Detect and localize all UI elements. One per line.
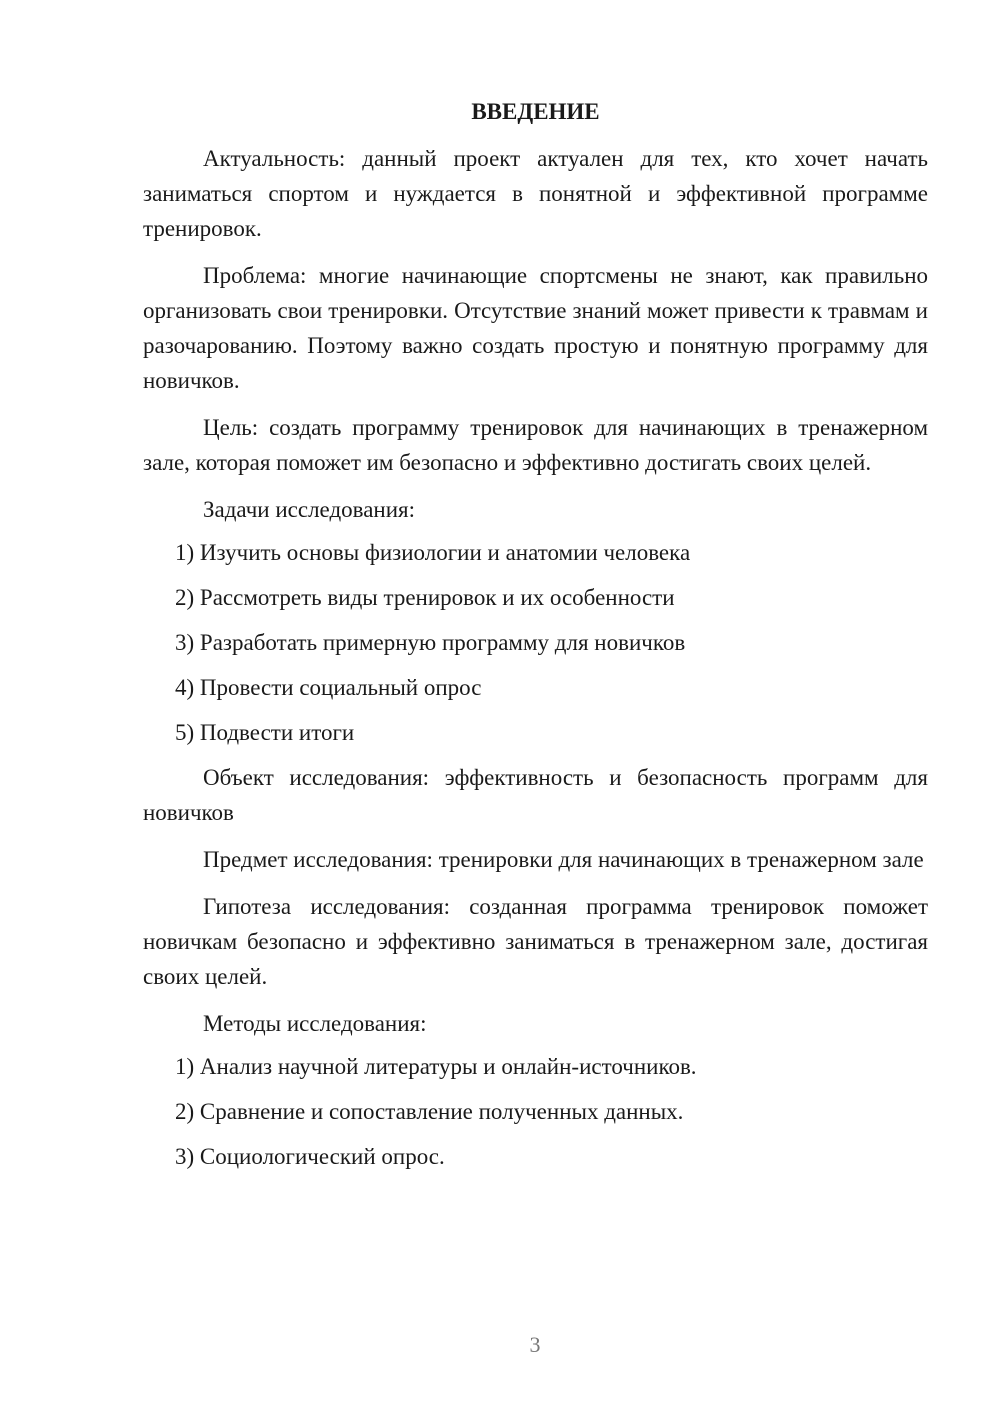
- paragraph-object: Объект исследования: эффективность и безопасность программ для новичков: [143, 765, 928, 825]
- paragraph-subject: Предмет исследования: тренировки для начинающих в тренажерном зале: [203, 847, 924, 872]
- paragraph-goal: Цель: создать программу тренировок для начинающих в тренажерном зале, которая поможет им безопасно и эффективно достигать своих целей.: [143, 415, 928, 475]
- list-item: 1) Анализ научной литературы и онлайн-источников.: [175, 1054, 697, 1079]
- tasks-list: [143, 535, 928, 750]
- section-heading: ВВЕДЕНИЕ: [471, 99, 600, 124]
- methods-list: [143, 1049, 928, 1174]
- paragraph-tasks-intro: Задачи исследования:: [203, 497, 416, 522]
- list-item: 2) Сравнение и сопоставление полученных данных.: [175, 1099, 684, 1124]
- paragraph-problem: Проблема: многие начинающие спортсмены не знают, как правильно организовать свои тренировки. Отсутствие знаний может привести к травмам и разочарованию. Поэтому важно создать простую и понятную программу для новичков.: [143, 263, 928, 393]
- list-item: 3) Социологический опрос.: [175, 1144, 445, 1169]
- page-content: [143, 94, 928, 1184]
- list-item: 4) Провести социальный опрос: [175, 675, 482, 700]
- paragraph-methods-intro: Методы исследования:: [203, 1011, 427, 1036]
- list-item: 5) Подвести итоги: [175, 720, 355, 745]
- list-item: 3) Разработать примерную программу для новичков: [175, 630, 686, 655]
- paragraph-relevance: Актуальность: данный проект актуален для тех, кто хочет начать заниматься спортом и нуждается в понятной и эффективной программе тренировок.: [143, 146, 928, 241]
- page-number: 3: [529, 1332, 541, 1357]
- list-item: 2) Рассмотреть виды тренировок и их особенности: [175, 585, 675, 610]
- list-item: 1) Изучить основы физиологии и анатомии человека: [175, 540, 691, 565]
- paragraph-hypothesis: Гипотеза исследования: созданная программа тренировок поможет новичкам безопасно и эффективно заниматься в тренажерном зале, достигая своих целей.: [143, 894, 928, 989]
